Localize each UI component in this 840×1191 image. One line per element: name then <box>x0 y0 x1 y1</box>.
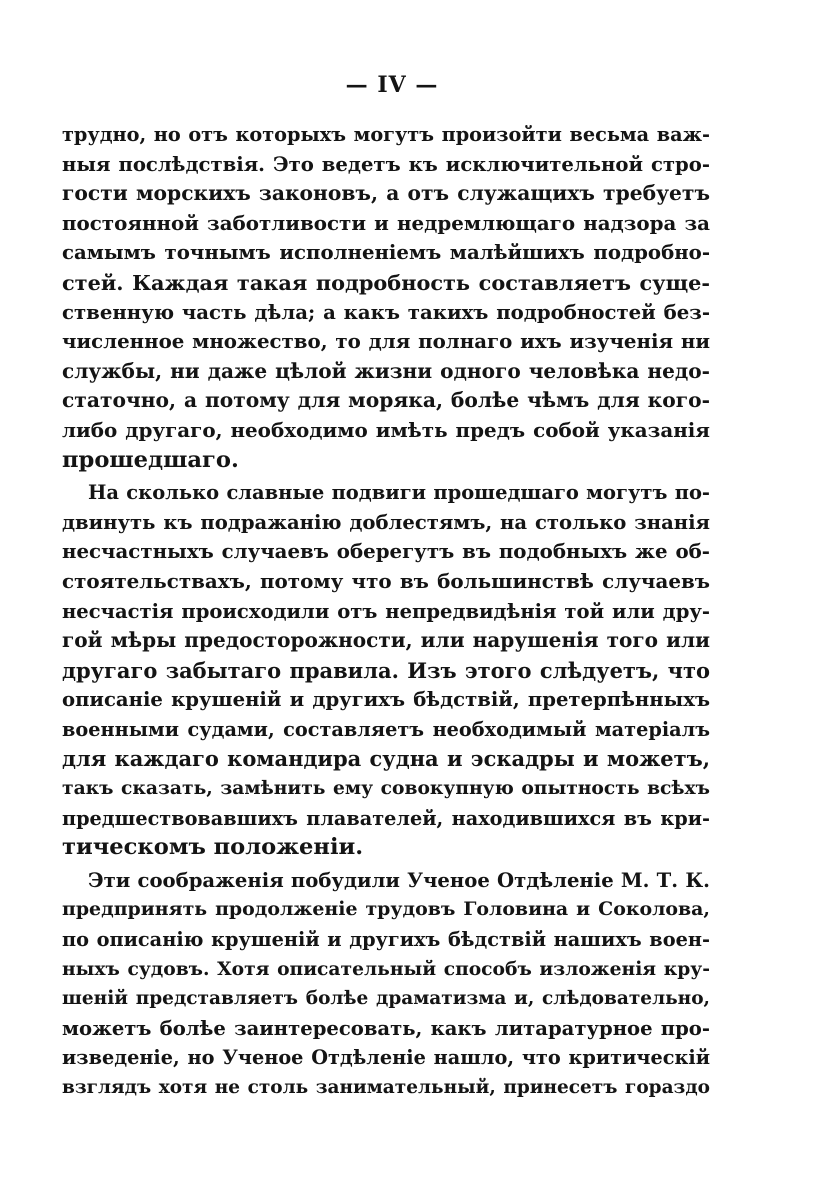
text-line: ныхъ судовъ. Хотя описательный способъ изложенія кру- <box>62 957 710 980</box>
text-line: ственную часть дѣла; а какъ такихъ подробностей без- <box>62 300 710 324</box>
text-line: можетъ болѣе заинтересовать, какъ литаратурное про- <box>62 1016 710 1040</box>
text-line: стей. Каждая такая подробность составляетъ суще- <box>62 269 710 295</box>
text-line: по описанію крушеній и другихъ бѣдствій нашихъ воен- <box>62 928 710 952</box>
paragraph <box>62 866 710 1103</box>
text-line: постоянной заботливости и недремлющаго надзора за <box>62 210 710 235</box>
text-line: На сколько славные подвиги прошедшаго могутъ по- <box>88 481 710 505</box>
text-line: другаго забытаго правила. Изъ этого слѣдуетъ, что <box>62 657 710 683</box>
text-line: Эти соображенія побудили Ученое Отдѣленіе М. Т. К. <box>88 868 710 892</box>
text-line: прошедшаго. <box>62 446 239 473</box>
text-line: описаніе крушеній и другихъ бѣдствій, претерпѣнныхъ <box>62 688 710 712</box>
text-line: несчастныхъ случаевъ оберегутъ въ подобныхъ же об- <box>62 539 710 564</box>
book-page <box>62 72 710 1106</box>
text-line: для каждаго командира судна и эскадры и можетъ, <box>62 746 710 772</box>
text-line: такъ сказать, замѣнить ему совокупную опытность всѣхъ <box>62 777 710 800</box>
text-line: либо другаго, необходимо имѣть предъ собой указанія <box>62 417 710 442</box>
text-line: несчастія происходили отъ непредвидѣнія той или дру- <box>62 599 710 623</box>
text-line: шеній представляетъ болѣе драматизма и, слѣдовательно, <box>62 988 710 1010</box>
paragraph <box>62 120 710 475</box>
text-line: военными судами, составляетъ необходимый матеріалъ <box>62 717 710 741</box>
text-line: стоятельствахъ, потому что въ большинствѣ случаевъ <box>62 568 710 593</box>
text-line: предпринять продолженіе трудовъ Головина и Соколова, <box>62 898 710 921</box>
text-line: гой мѣры предосторожности, или нарушенія того или <box>62 628 710 653</box>
text-line: тическомъ положеніи. <box>62 834 364 861</box>
text-line: численное множество, то для полнаго ихъ изученія ни <box>62 329 710 354</box>
text-line: гости морскихъ законовъ, а отъ служащихъ требуетъ <box>62 181 710 206</box>
text-line: взглядъ хотя не столь занимательный, принесетъ гораздо <box>62 1077 710 1098</box>
text-line: предшествовавшихъ плавателей, находившихся въ кри- <box>62 806 710 830</box>
text-line: статочно, а потому для моряка, болѣе чѣмъ для кого- <box>62 388 710 413</box>
text-line: ныя послѣдствія. Это ведетъ къ исключительной стро- <box>62 152 710 176</box>
body-text <box>62 120 710 1103</box>
page-number: — IV — <box>345 72 439 98</box>
text-line: самымъ точнымъ исполненіемъ малѣйшихъ подробно- <box>62 240 710 265</box>
text-line: двинуть къ подражанію доблестямъ, на столько знанія <box>62 510 710 534</box>
paragraph <box>62 478 710 863</box>
text-line: изведеніе, но Ученое Отдѣленіе нашло, что критическій <box>62 1046 710 1070</box>
text-line: трудно, но отъ которыхъ могутъ произойти весьма важ- <box>62 123 710 146</box>
text-line: службы, ни даже цѣлой жизни одного человѣка недо- <box>62 358 710 383</box>
